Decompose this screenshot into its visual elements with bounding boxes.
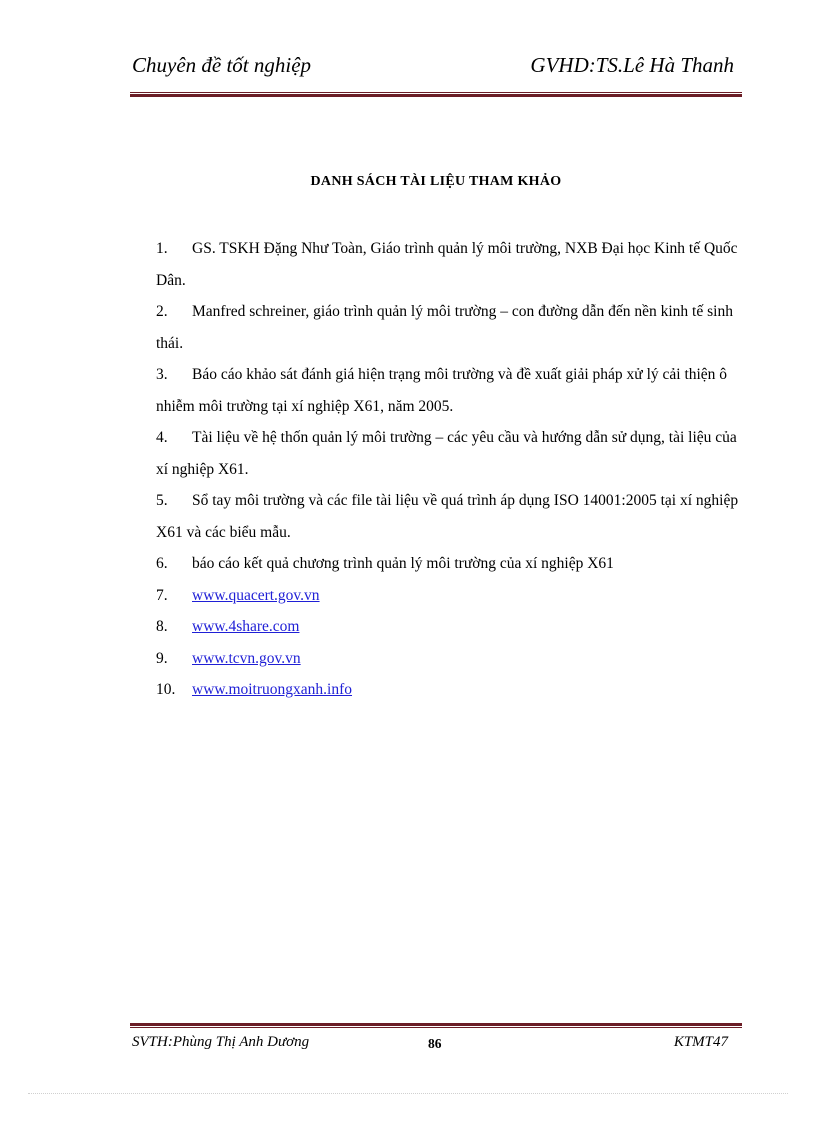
reference-number: 10. xyxy=(156,681,176,698)
reference-item xyxy=(156,548,744,580)
reference-link-item xyxy=(156,611,744,643)
page-number: 86 xyxy=(428,1036,442,1051)
reference-text: báo cáo kết quả chương trình quản lý môi trường của xí nghiệp X61 xyxy=(192,555,614,572)
footer-rule xyxy=(130,1023,742,1028)
reference-number: 5. xyxy=(156,492,168,509)
header-advisor: GVHD:TS.Lê Hà Thanh xyxy=(530,53,734,77)
footer-student: SVTH:Phùng Thị Anh Dương xyxy=(132,1034,310,1050)
reference-number: 4. xyxy=(156,429,168,446)
reference-item xyxy=(156,233,744,296)
reference-text: Tài liệu về hệ thốn quản lý môi trường – các yêu cầu và hướng dẫn sử dụng, tài liệu của xí nghiệp X61. xyxy=(156,429,737,478)
4share-link[interactable]: www.4share.com xyxy=(192,618,300,635)
header-doc-type: Chuyên đề tốt nghiệp xyxy=(132,53,312,77)
reference-text: Sổ tay môi trường và các file tài liệu về quá trình áp dụng ISO 14001:2005 tại xí nghiệp X61 và các biểu mẫu. xyxy=(156,492,739,541)
page-title: DANH SÁCH TÀI LIỆU THAM KHẢO xyxy=(310,174,562,189)
reference-number: 6. xyxy=(156,555,168,572)
reference-item xyxy=(156,422,744,485)
reference-number: 9. xyxy=(156,649,168,667)
page-edge-divider xyxy=(28,1093,788,1094)
reference-number: 1. xyxy=(156,240,168,257)
reference-number: 3. xyxy=(156,366,168,383)
reference-link-item xyxy=(156,580,744,612)
tcvn-link[interactable]: www.tcvn.gov.vn xyxy=(192,649,301,667)
footer-class: KTMT47 xyxy=(673,1034,728,1050)
reference-link-item xyxy=(156,643,744,675)
reference-item xyxy=(156,359,744,422)
reference-item xyxy=(156,296,744,359)
reference-number: 8. xyxy=(156,618,168,635)
quacert-link[interactable]: www.quacert.gov.vn xyxy=(192,586,320,604)
reference-text: GS. TSKH Đặng Như Toàn, Giáo trình quản lý môi trường, NXB Đại học Kinh tế Quốc Dân. xyxy=(156,240,738,289)
header-rule xyxy=(130,92,742,97)
reference-link-item xyxy=(156,674,744,706)
reference-number: 2. xyxy=(156,303,168,320)
moitruongxanh-link[interactable]: www.moitruongxanh.info xyxy=(192,681,353,698)
reference-item xyxy=(156,485,744,548)
page-header xyxy=(130,52,742,78)
reference-text: Báo cáo khảo sát đánh giá hiện trạng môi trường và đề xuất giải pháp xử lý cải thiện ô nhiễm môi trường tại xí nghiệp X61, năm 2005. xyxy=(156,366,728,415)
page-footer xyxy=(130,1034,742,1054)
reference-number: 7. xyxy=(156,586,168,604)
reference-text: Manfred schreiner, giáo trình quản lý môi trường – con đường dẫn đến nền kinh tế sinh thái. xyxy=(156,303,733,352)
reference-list xyxy=(156,233,744,706)
